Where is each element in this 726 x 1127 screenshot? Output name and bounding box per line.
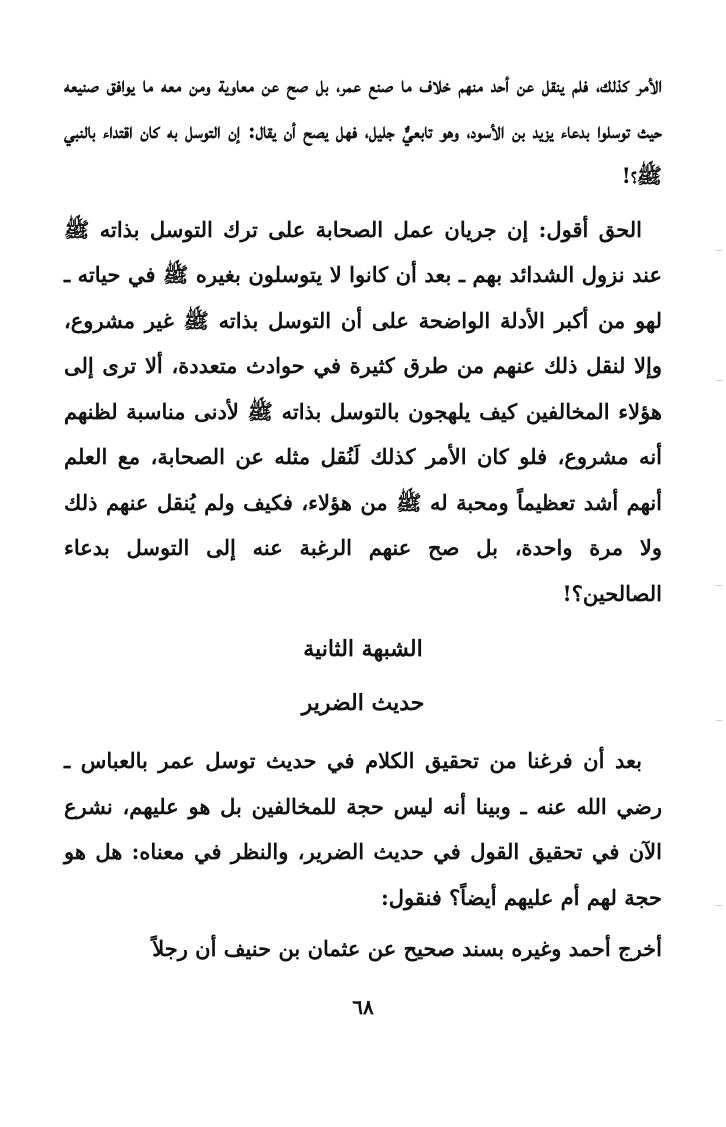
- scan-margin-mark: [716, 905, 722, 906]
- book-page: [64, 62, 662, 1062]
- paragraph-truth-statement: الحق أقول: إن جريان عمل الصحابة على ترك التوسل بذاته ﷺ عند نزول الشدائد بهم ـ بعد أن كانوا لا يتوسلون بغيره ﷺ في حياته ـ لهو من أكبر الأدلة الواضحة على أن التوسل بذاته ﷺ غير مشروع، وإلا لنقل ذلك عنهم من طرق كثيرة في حوادث متعددة، ألا ترى إلى هؤلاء المخالفين كيف يلهجون بالتوسل بذاته ﷺ لأدنى مناسبة لظنهم أنه مشروع، فلو كان الأمر كذلك لَنُقل مثله عن الصحابة، مع العلم أنهم أشد تعظيماً ومحبة له ﷺ من هؤلاء، فكيف ولم يُنقل عنهم ذلك ولا مرة واحدة، بل صح عنهم الرغبة عنه إلى التوسل بدعاء الصالحين؟!: [64, 216, 662, 606]
- scan-margin-mark: [716, 720, 722, 721]
- scan-margin-mark: [716, 250, 722, 251]
- scan-margin-mark: [716, 585, 722, 586]
- page-number: ٦٨: [352, 995, 374, 1019]
- scan-margin-mark: [716, 380, 722, 381]
- paragraph-blind-man-intro: بعد أن فرغنا من تحقيق الكلام في حديث توسل عمر بالعباس ـ رضي الله عنه ـ وبينا أنه ليس حجة للمخالفين بل هو عليهم، نشرع الآن في تحقيق القول في حديث الضرير، والنظر في معناه: هل هو حجة لهم أم عليهم أيضاً؟ فنقول:: [64, 748, 662, 910]
- section-heading: الشبهة الثانية: [303, 636, 423, 662]
- section-subheading: حديث الضرير: [301, 690, 425, 716]
- paragraph-continuation: الأمر كذلك، فلم ينقل عن أحد منهم خلاف ما صنع عمر، بل صح عن معاوية ومن معه ما يوافق صنيعه حيث توسلوا بدعاء يزيد بن الأسود، وهو تابعيٌّ جليل، فهل يصح أن يقال: إن التوسل به كان اقتداء بالنبي ﷺ؟!: [64, 72, 662, 188]
- paragraph-hadith-start: أخرج أحمد وغيره بسند صحيح عن عثمان بن حنيف أن رجلاً: [152, 936, 662, 961]
